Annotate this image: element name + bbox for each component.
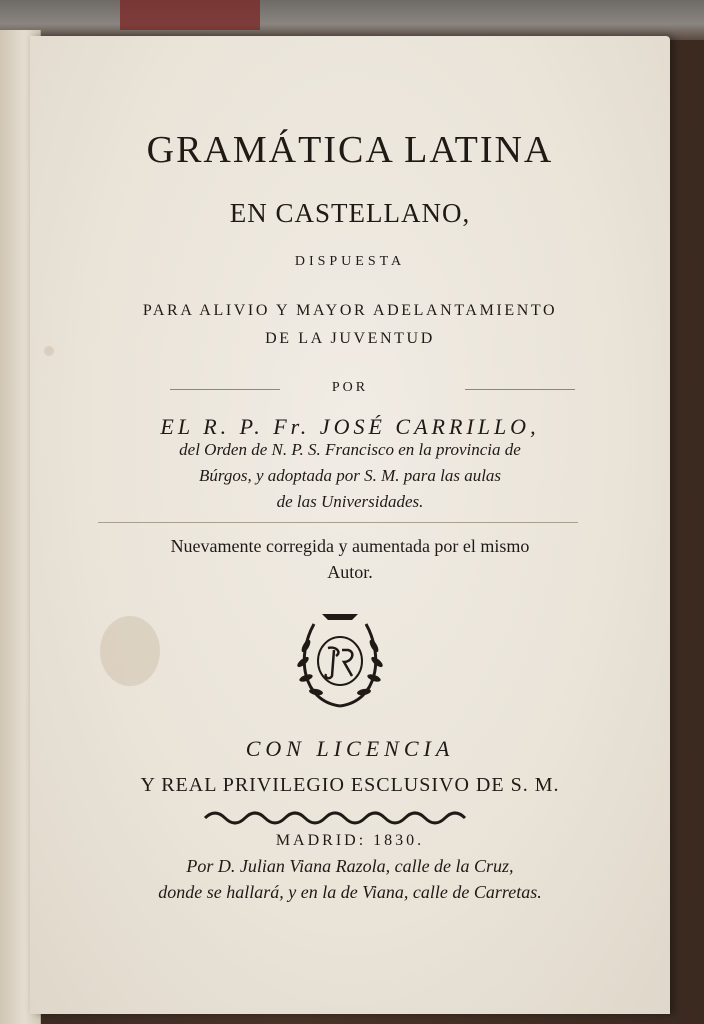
privilege-line: Y REAL PRIVILEGIO ESCLUSIVO DE S. M. bbox=[140, 774, 560, 796]
author-detail-3: de las Universidades. bbox=[276, 492, 424, 511]
publisher-line-1: Por D. Julian Viana Razola, calle de la Cruz, bbox=[186, 856, 514, 876]
wreath-monogram-icon bbox=[292, 606, 388, 716]
purpose-line-1: PARA ALIVIO Y MAYOR ADELANTAMIENTO bbox=[142, 302, 558, 319]
dispuesta-label: DISPUESTA bbox=[294, 254, 406, 269]
publisher-line-2: donde se hallará, y en la de Viana, calle de Carretas. bbox=[158, 882, 542, 902]
divider-rule bbox=[98, 522, 578, 523]
divider-rule bbox=[465, 389, 575, 390]
scroll-ornament-icon bbox=[200, 808, 480, 828]
edition-line-2: Autor. bbox=[327, 562, 373, 582]
title-page bbox=[30, 36, 670, 1014]
edition-line-1: Nuevamente corregida y aumentada por el mismo bbox=[170, 536, 530, 556]
book-subtitle: EN CASTELLANO, bbox=[229, 198, 471, 228]
por-label: POR bbox=[331, 380, 369, 395]
background-top bbox=[0, 0, 704, 40]
author-detail-1: del Orden de N. P. S. Francisco en la provincia de bbox=[179, 440, 521, 459]
licence-line: CON LICENCIA bbox=[245, 736, 455, 761]
background-red-object bbox=[120, 0, 260, 30]
paper-stain bbox=[100, 616, 160, 686]
purpose-line-2: DE LA JUVENTUD bbox=[265, 330, 435, 347]
book-title: GRAMÁTICA LATINA bbox=[146, 129, 554, 171]
author-name: EL R. P. Fr. JOSÉ CARRILLO, bbox=[160, 414, 540, 439]
place-date: MADRID: 1830. bbox=[275, 832, 425, 849]
author-detail-2: Búrgos, y adoptada por S. M. para las aulas bbox=[198, 466, 502, 485]
